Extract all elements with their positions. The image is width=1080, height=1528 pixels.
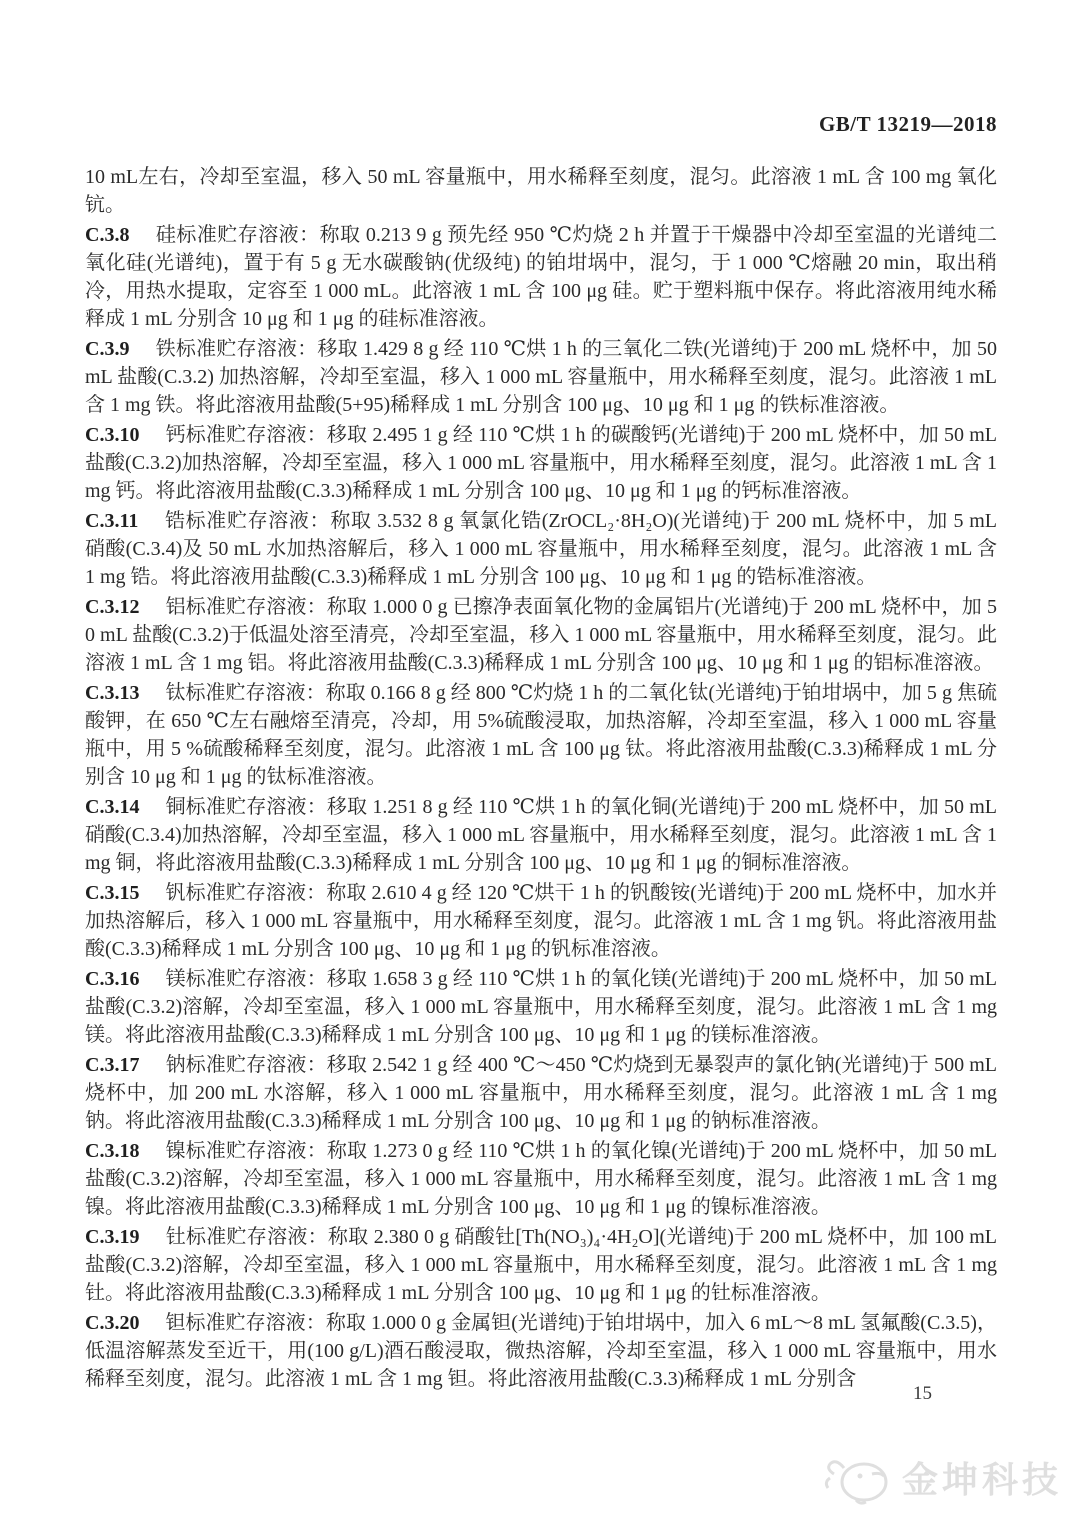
section-paragraph xyxy=(85,1051,997,1135)
section-number: C.3.16 xyxy=(85,968,140,990)
section-text: 锆标准贮存溶液：称取 3.532 8 g 氧氯化锆(ZrOCL₂·8H₂O)(光谱纯)于 200 mL 烧杯中，加 5 mL 硝酸(C.3.4)及 50 mL 水加热溶解后，移入 1 000 mL 容量瓶中，用水稀释至刻度，混匀。此溶液 1 mL 含 1 mg 锆。将此溶液用盐酸(C.3.3)稀释成 1 mL 分别含 100 μg、10 μg 和 1 μg 的锆标准溶液。 xyxy=(85,510,997,588)
section-paragraph xyxy=(85,507,997,591)
document-content xyxy=(85,112,997,1395)
section-paragraph xyxy=(85,593,997,677)
section-number: C.3.14 xyxy=(85,796,140,818)
section-paragraph xyxy=(85,793,997,877)
section-text: 钍标准贮存溶液：称取 2.380 0 g 硝酸钍[Th(NO₃)₄·4H₂O](光谱纯)于 200 mL 烧杯中，加 100 mL 盐酸(C.3.2)溶解，冷却至室温，移入 1 000 mL 容量瓶中，用水稀释至刻度，混匀。此溶液 1 mL 含 1 mg 钍。将此溶液用盐酸(C.3.3)稀释成 1 mL 分别含 100 μg、10 μg 和 1 μg 的钍标准溶液。 xyxy=(85,1226,997,1304)
section-text: 镁标准贮存溶液：移取 1.658 3 g 经 110 ℃烘 1 h 的氧化镁(光谱纯)于 200 mL 烧杯中，加 50 mL 盐酸(C.3.2)溶解，冷却至室温，移入 1 000 mL 容量瓶中，用水稀释至刻度，混匀。此溶液 1 mL 含 1 mg 镁。将此溶液用盐酸(C.3.3)稀释成 1 mL 分别含 100 μg、10 μg 和 1 μg 的镁标准溶液。 xyxy=(85,968,997,1046)
section-paragraph xyxy=(85,221,997,333)
section-text: 铜标准贮存溶液：移取 1.251 8 g 经 110 ℃烘 1 h 的氧化铜(光谱纯)于 200 mL 烧杯中，加 50 mL 硝酸(C.3.4)加热溶解，冷却至室温，移入 1 000 mL 容量瓶中，用水稀释至刻度，混匀。此溶液 1 mL 含 1 mg 铜，将此溶液用盐酸(C.3.3)稀释成 1 mL 分别含 100 μg、10 μg 和 1 μg 的铜标准溶液。 xyxy=(85,796,997,874)
section-text: 钽标准贮存溶液：称取 1.000 0 g 金属钽(光谱纯)于铂坩埚中，加入 6 mL～8 mL 氢氟酸(C.3.5)，低温溶解蒸发至近干，用(100 g/L)酒石酸浸取，微热溶解，冷却至室温，移入 1 000 mL 容量瓶中，用水稀释至刻度，混匀。此溶液 1 mL 含 1 mg 钽。将此溶液用盐酸(C.3.3)稀释成 1 mL 分别含 xyxy=(85,1312,997,1390)
section-text: 钛标准贮存溶液：称取 0.166 8 g 经 800 ℃灼烧 1 h 的二氧化钛(光谱纯)于铂坩埚中，加 5 g 焦硫酸钾，在 650 ℃左右融熔至清亮，冷却，用 5%硫酸浸取，加热溶解，冷却至室温，移入 1 000 mL 容量瓶中，用 5 %硫酸稀释至刻度，混匀。此溶液 1 mL 含 100 μg 钛。将此溶液用盐酸(C.3.3)稀释成 1 mL 分别含 10 μg 和 1 μg 的钛标准溶液。 xyxy=(85,682,997,788)
section-number: C.3.8 xyxy=(85,224,130,246)
watermark-text: 金坤科技 xyxy=(901,1458,1062,1500)
section-number: C.3.13 xyxy=(85,682,140,704)
page-number: 15 xyxy=(913,1383,932,1404)
section-text: 铁标准贮存溶液：移取 1.429 8 g 经 110 ℃烘 1 h 的三氧化二铁(光谱纯)于 200 mL 烧杯中，加 50 mL 盐酸(C.3.2) 加热溶解，冷却至室温，移入 1 000 mL 容量瓶中，用水稀释至刻度，混匀。此溶液 1 mL 含 1 mg 铁。将此溶液用盐酸(5+95)稀释成 1 mL 分别含 100 μg、10 μg 和 1 μg 的铁标准溶液。 xyxy=(85,338,997,416)
section-number: C.3.18 xyxy=(85,1140,140,1162)
section-text: 铝标准贮存溶液：称取 1.000 0 g 已擦净表面氧化物的金属铝片(光谱纯)于 200 mL 烧杯中，加 50 mL 盐酸(C.3.2)于低温处溶至清亮，冷却至室温，移入 1 000 mL 容量瓶中，用水稀释至刻度，混匀。此溶液 1 mL 含 1 mg 铝。将此溶液用盐酸(C.3.3)稀释成 1 mL 分别含 100 μg、10 μg 和 1 μg 的铝标准溶液。 xyxy=(85,596,997,674)
section-text: 钒标准贮存溶液：称取 2.610 4 g 经 120 ℃烘干 1 h 的钒酸铵(光谱纯)于 200 mL 烧杯中，加水并加热溶解后，移入 1 000 mL 容量瓶中，用水稀释至刻度，混匀。此溶液 1 mL 含 1 mg 钒。将此溶液用盐酸(C.3.3)稀释成 1 mL 分别含 100 μg、10 μg 和 1 μg 的钒标准溶液。 xyxy=(85,882,997,960)
section-text: 镍标准贮存溶液：称取 1.273 0 g 经 110 ℃烘 1 h 的氧化镍(光谱纯)于 200 mL 烧杯中，加 50 mL 盐酸(C.3.2)溶解，冷却至室温，移入 1 000 mL 容量瓶中，用水稀释至刻度，混匀。此溶液 1 mL 含 1 mg 镍。将此溶液用盐酸(C.3.3)稀释成 1 mL 分别含 100 μg、10 μg 和 1 μg 的镍标准溶液。 xyxy=(85,1140,997,1218)
section-paragraph xyxy=(85,1309,997,1393)
section-text: 钙标准贮存溶液：移取 2.495 1 g 经 110 ℃烘 1 h 的碳酸钙(光谱纯)于 200 mL 烧杯中，加 50 mL 盐酸(C.3.2)加热溶解，冷却至室温，移入 1 000 mL 容量瓶中，用水稀释至刻度，混匀。此溶液 1 mL 含 1 mg 钙。将此溶液用盐酸(C.3.3)稀释成 1 mL 分别含 100 μg、10 μg 和 1 μg 的钙标准溶液。 xyxy=(85,424,997,502)
intro-text: 10 mL左右，冷却至室温，移入 50 mL 容量瓶中，用水稀释至刻度，混匀。此溶液 1 mL 含 100 mg 氧化钪。 xyxy=(85,166,997,216)
section-number: C.3.11 xyxy=(85,510,139,532)
section-paragraph xyxy=(85,679,997,791)
intro-paragraph xyxy=(85,163,997,219)
section-paragraph xyxy=(85,879,997,963)
section-paragraph xyxy=(85,1223,997,1307)
section-paragraph xyxy=(85,421,997,505)
standard-code-header: GB/T 13219—2018 xyxy=(818,112,997,136)
section-number: C.3.10 xyxy=(85,424,140,446)
section-number: C.3.19 xyxy=(85,1226,140,1248)
bird-mascot-icon xyxy=(822,1448,894,1506)
section-text: 硅标准贮存溶液：称取 0.213 9 g 预先经 950 ℃灼烧 2 h 并置于干燥器中冷却至室温的光谱纯二氧化硅(光谱纯)，置于有 5 g 无水碳酸钠(优级纯) 的铂坩埚中，混匀，于 1 000 ℃熔融 20 min，取出稍冷，用热水提取，定容至 1 000 mL。此溶液 1 mL 含 100 μg 硅。贮于塑料瓶中保存。将此溶液用纯水稀释成 1 mL 分别含 10 μg 和 1 μg 的硅标准溶液。 xyxy=(85,224,997,330)
section-number: C.3.12 xyxy=(85,596,140,618)
section-paragraph xyxy=(85,1137,997,1221)
section-number: C.3.20 xyxy=(85,1312,140,1334)
section-number: C.3.9 xyxy=(85,338,130,360)
section-number: C.3.17 xyxy=(85,1054,140,1076)
section-paragraph xyxy=(85,335,997,419)
section-number: C.3.15 xyxy=(85,882,140,904)
section-paragraph xyxy=(85,965,997,1049)
section-text: 钠标准贮存溶液：移取 2.542 1 g 经 400 ℃～450 ℃灼烧到无暴裂声的氯化钠(光谱纯)于 500 mL 烧杯中，加 200 mL 水溶解，移入 1 000 mL 容量瓶中，用水稀释至刻度，混匀。此溶液 1 mL 含 1 mg 钠。将此溶液用盐酸(C.3.3)稀释成 1 mL 分别含 100 μg、10 μg 和 1 μg 的钠标准溶液。 xyxy=(85,1054,997,1132)
watermark-logo xyxy=(822,1448,1062,1506)
